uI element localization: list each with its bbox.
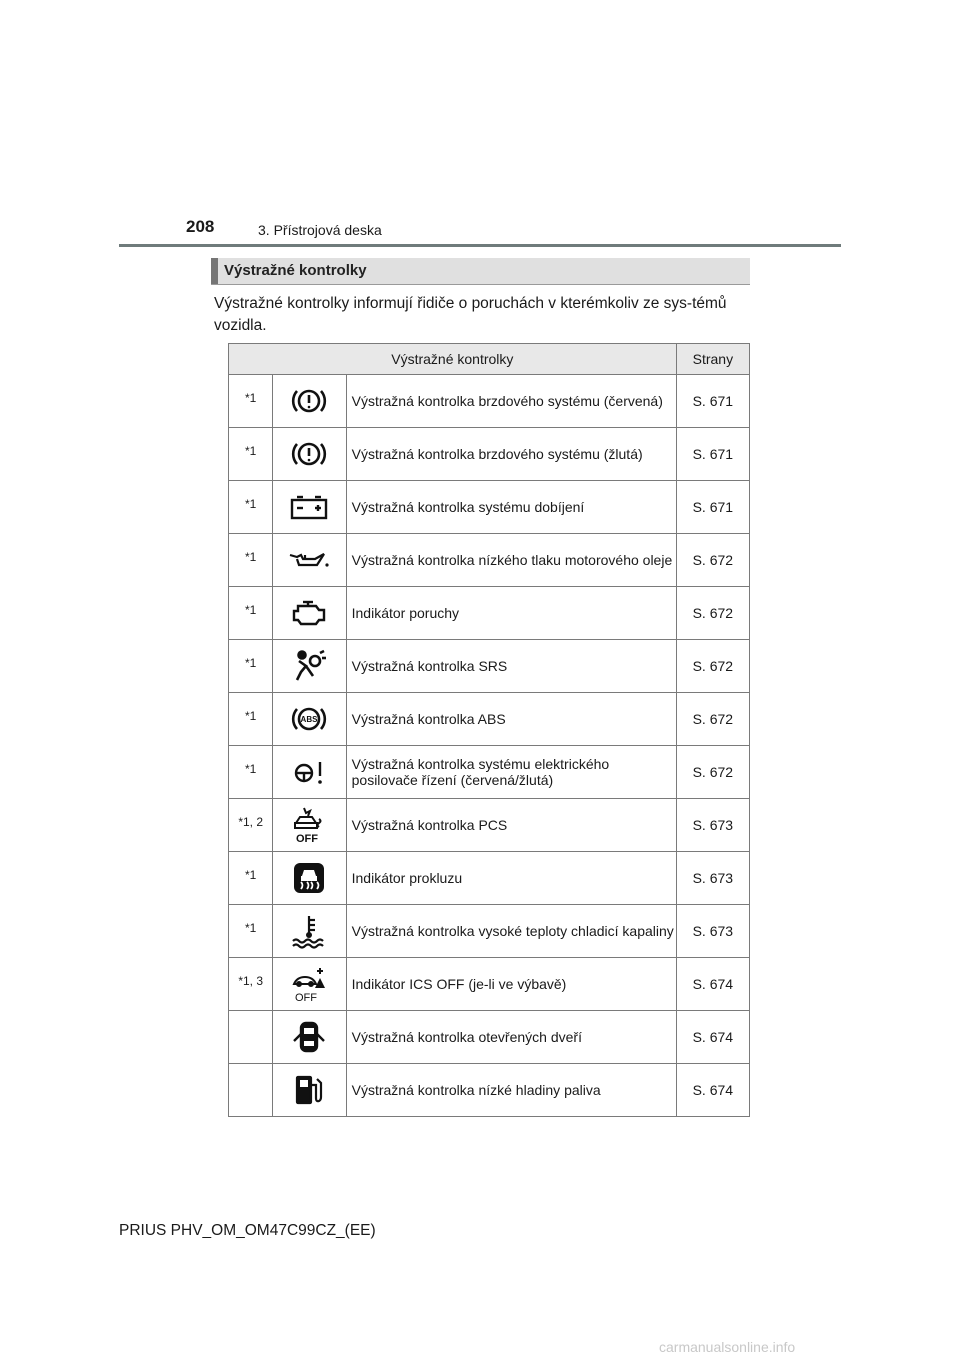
section-accent	[211, 258, 218, 284]
footnote-mark: *1	[244, 762, 257, 776]
brake-warning-icon	[291, 383, 327, 419]
warning-lights-table	[228, 343, 750, 1117]
engine-icon	[289, 598, 329, 628]
row-description: Výstražná kontrolka nízké hladiny paliva	[346, 1064, 676, 1117]
page-reference: S. 673	[676, 905, 749, 958]
battery-icon	[289, 493, 329, 521]
fuel-icon	[293, 1073, 325, 1107]
footnote-mark: *1	[244, 656, 257, 670]
page-reference: S. 671	[676, 375, 749, 428]
page-reference: S. 673	[676, 852, 749, 905]
row-description: Výstražná kontrolka ABS	[346, 693, 676, 746]
watermark: carmanualsonline.info	[659, 1339, 796, 1355]
page-reference: S. 672	[676, 693, 749, 746]
footnote-mark: *1	[244, 550, 257, 564]
oil-can-icon	[287, 547, 331, 573]
table-row	[229, 799, 750, 852]
footnote-mark: *1	[244, 709, 257, 723]
page-reference: S. 674	[676, 1011, 749, 1064]
table-row	[229, 375, 750, 428]
footnote-mark: *1, 3	[238, 974, 263, 988]
ics-off-icon	[289, 964, 329, 1004]
page-reference: S. 672	[676, 534, 749, 587]
page-reference: S. 674	[676, 958, 749, 1011]
page-reference: S. 674	[676, 1064, 749, 1117]
page-reference: S. 671	[676, 428, 749, 481]
section-heading	[211, 258, 750, 285]
pcs-off-icon	[289, 805, 329, 845]
document-code: PRIUS PHV_OM_OM47C99CZ_(EE)	[119, 1222, 376, 1239]
row-description: Výstražná kontrolka systému elektrického posilovače řízení (červená/žlutá)	[346, 746, 676, 799]
row-description: Výstražná kontrolka PCS	[346, 799, 676, 852]
header-pages: Strany	[676, 344, 749, 375]
steering-warning-icon	[291, 757, 327, 787]
coolant-temperature-icon	[289, 913, 329, 949]
section-title: Výstražné kontrolky	[224, 262, 367, 279]
table-row	[229, 587, 750, 640]
brake-warning-icon	[291, 436, 327, 472]
page-number: 208	[186, 217, 215, 236]
row-description: Indikátor poruchy	[346, 587, 676, 640]
pcs-off-label: OFF	[296, 833, 319, 845]
header-divider	[119, 244, 841, 247]
row-description: Indikátor ICS OFF (je-li ve výbavě)	[346, 958, 676, 1011]
table-row	[229, 534, 750, 587]
table-header-row	[229, 344, 750, 375]
page-reference: S. 672	[676, 587, 749, 640]
slip-indicator-icon	[293, 862, 325, 894]
footnote-mark: *1, 2	[238, 815, 263, 829]
row-description: Výstražná kontrolka brzdového systému (červená)	[346, 375, 676, 428]
door-open-icon	[291, 1019, 327, 1055]
chapter-title: 3. Přístrojová deska	[258, 222, 382, 238]
row-description: Výstražná kontrolka systému dobíjení	[346, 481, 676, 534]
table-row	[229, 746, 750, 799]
footnote-mark: *1	[244, 603, 257, 617]
table-row	[229, 958, 750, 1011]
page-reference: S. 671	[676, 481, 749, 534]
row-description: Výstražná kontrolka vysoké teploty chladicí kapaliny	[346, 905, 676, 958]
table-row	[229, 852, 750, 905]
row-description: Výstražná kontrolka SRS	[346, 640, 676, 693]
ics-off-label: OFF	[295, 992, 318, 1004]
table-row	[229, 905, 750, 958]
footnote-mark: *1	[244, 497, 257, 511]
footnote-mark: *1	[244, 444, 257, 458]
page-reference: S. 672	[676, 746, 749, 799]
table-row	[229, 1011, 750, 1064]
row-description: Výstražná kontrolka otevřených dveří	[346, 1011, 676, 1064]
table-row	[229, 1064, 750, 1117]
page-reference: S. 673	[676, 799, 749, 852]
row-description: Indikátor prokluzu	[346, 852, 676, 905]
row-description: Výstražná kontrolka nízkého tlaku motorového oleje	[346, 534, 676, 587]
row-description: Výstražná kontrolka brzdového systému (žlutá)	[346, 428, 676, 481]
table-row	[229, 640, 750, 693]
table-row	[229, 428, 750, 481]
svg-text:ABS: ABS	[301, 715, 318, 724]
table-row	[229, 693, 750, 746]
airbag-icon	[291, 648, 327, 684]
footnote-mark: *1	[244, 868, 257, 882]
page-reference: S. 672	[676, 640, 749, 693]
footnote-mark: *1	[244, 921, 257, 935]
footnote-mark: *1	[244, 391, 257, 405]
table-row	[229, 481, 750, 534]
abs-icon	[291, 701, 327, 737]
header-lights: Výstražné kontrolky	[229, 344, 677, 375]
intro-paragraph: Výstražné kontrolky informují řidiče o poruchách v kterémkoliv ze sys-témů vozidla.	[214, 295, 727, 334]
